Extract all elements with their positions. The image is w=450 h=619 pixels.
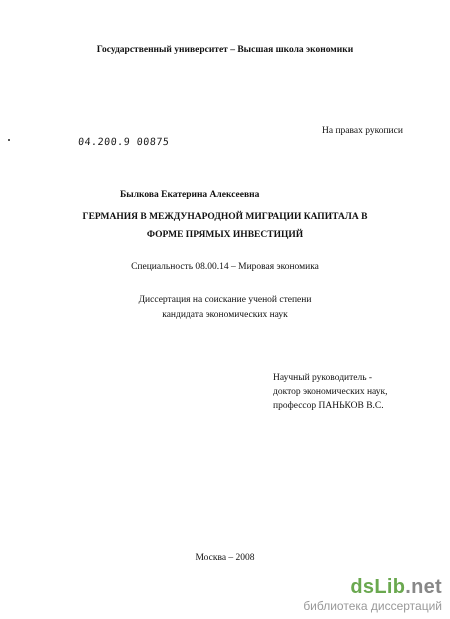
- specialty: Специальность 08.00.14 – Мировая экономика: [131, 262, 319, 272]
- watermark-tagline: библиотека диссертаций: [303, 599, 442, 613]
- degree-line-2: кандидата экономических наук: [162, 310, 288, 320]
- author-name: Былкова Екатерина Алексеевна: [120, 190, 260, 200]
- watermark-brand: [303, 577, 442, 597]
- supervisor-line-1: Научный руководитель -: [273, 373, 373, 383]
- supervisor-line-3: профессор ПАНЬКОВ В.С.: [273, 401, 384, 411]
- watermark-brand-main: dsLib: [350, 576, 406, 598]
- margin-dot: [8, 139, 10, 141]
- university-name: Государственный университет – Высшая школа экономики: [96, 45, 354, 55]
- dissertation-title-line-1: ГЕРМАНИЯ В МЕЖДУНАРОДНОЙ МИГРАЦИИ КАПИТАЛА В: [82, 212, 368, 222]
- dissertation-title-line-2: ФОРМЕ ПРЯМЫХ ИНВЕСТИЦИЙ: [146, 230, 304, 240]
- registration-stamp: 04.200.9 00875: [77, 137, 170, 148]
- city-year: Москва – 2008: [195, 553, 255, 563]
- rights-note: На правах рукописи: [322, 126, 403, 136]
- degree-line-1: Диссертация на соискание ученой степени: [138, 295, 312, 305]
- watermark-logo: [303, 577, 442, 613]
- watermark-brand-tld: .net: [405, 576, 442, 598]
- supervisor-line-2: доктор экономических наук,: [273, 387, 388, 397]
